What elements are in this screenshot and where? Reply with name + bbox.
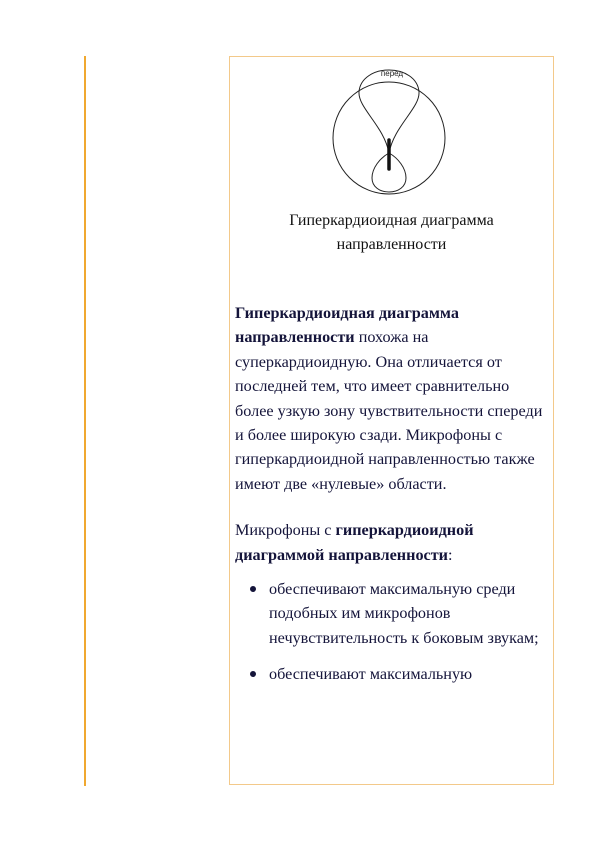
paragraph-1-text: похожа на суперкардиоидную. Она отличается от последней тем, что имеет сравнительно более узкую зону чувствительности спереди и более широкую сзади. Микрофоны с гиперкардиоидной направленностью также имеют две «нулевые» области. [235,328,543,493]
bullet-item [235,662,551,686]
body-text [235,301,551,699]
bullet-list [235,577,551,687]
paragraph-2-bold: гиперкардиоидной диаграммой направленности [235,521,474,564]
paragraph-1 [235,301,551,496]
content-card [229,56,554,785]
paragraph-2-suffix: : [448,545,453,564]
hypercardioid-polar-diagram [328,66,458,206]
bullet-text: обеспечивают максимальную [269,665,473,684]
caption-line-1: Гиперкардиоидная диаграмма [289,212,494,229]
bullet-dot-icon [250,586,256,592]
left-margin-rule [84,56,86,786]
reference-circle [333,82,445,194]
bullet-text: обеспечивают максимальную среди подобных им микрофонов нечувствительность к боковым звукам; [269,580,539,647]
bullet-dot-icon [250,671,256,677]
paragraph-2 [235,518,551,567]
paragraph-1-bold: Гиперкардиоидная диаграмма направленности [235,304,459,347]
caption-line-2: направленности [336,236,447,253]
paragraph-2-prefix: Микрофоны с [235,521,336,540]
diagram-caption [230,209,553,257]
front-label: перед [380,69,404,78]
bullet-item [235,577,551,650]
